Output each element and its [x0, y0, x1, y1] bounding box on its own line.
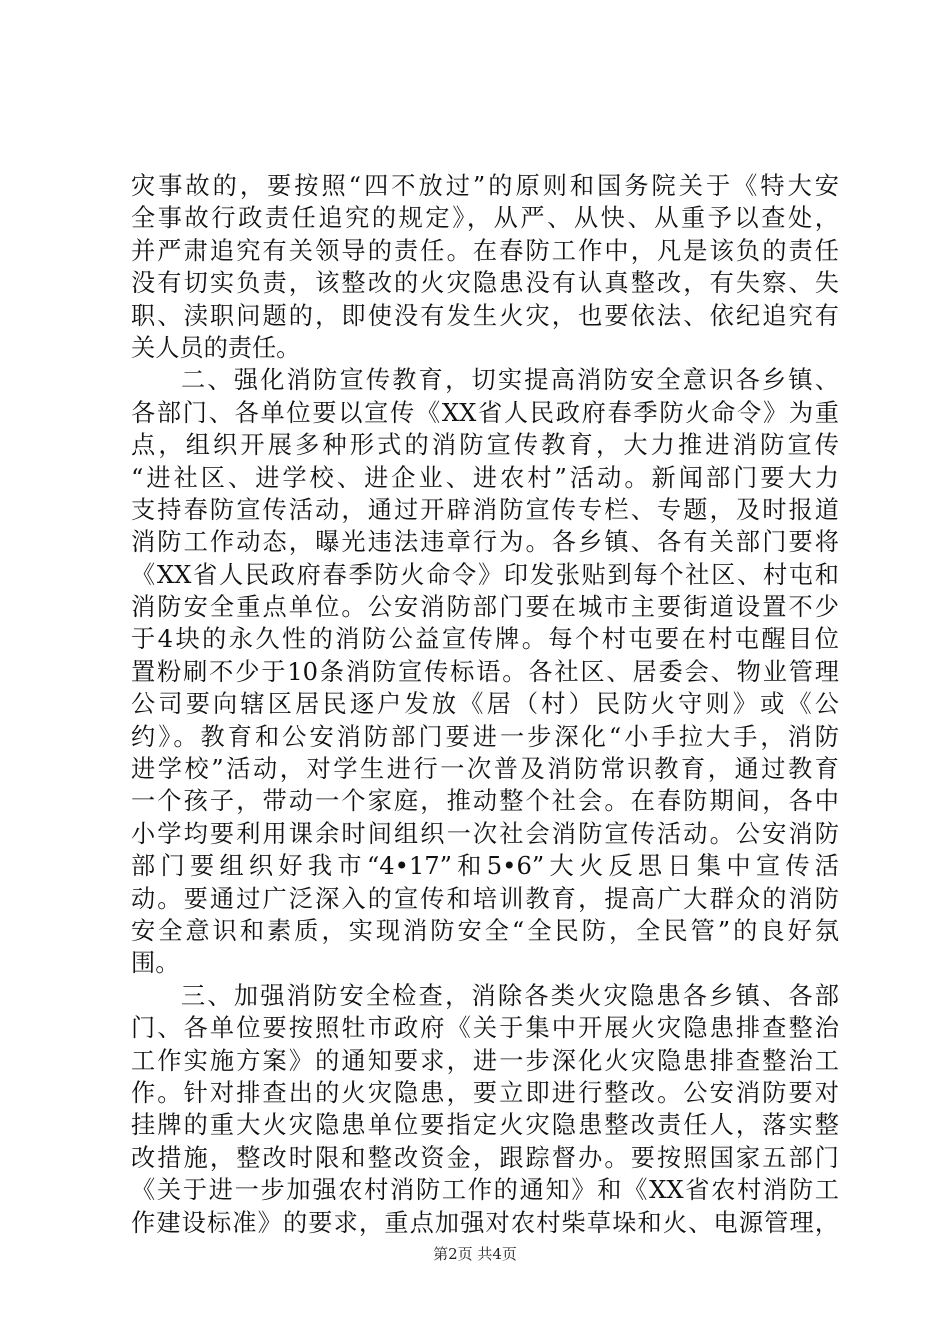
text-line: 进学校”活动，对学生进行一次普及消防常识教育，通过教育 [131, 755, 839, 784]
text-line: 安全意识和素质，实现消防安全“全民防，全民管”的良好氛 [131, 916, 839, 945]
page-footer [0, 1244, 950, 1264]
text-line: 没有切实负责，该整改的火灾隐患没有认真整改，有失察、失 [131, 269, 839, 298]
document-body [131, 170, 839, 1239]
text-line: 全事故行政责任追究的规定》，从严、从快、从重予以查处， [131, 204, 839, 233]
text-line: 三、加强消防安全检查，消除各类火灾隐患各乡镇、各部 [181, 981, 839, 1010]
text-line: 门、各单位要按照牡市政府《关于集中开展火灾隐患排查整治 [131, 1014, 839, 1043]
page-number-label: 第2页 共4页 [433, 1245, 517, 1263]
text-line: 职、渎职问题的，即使没有发生火灾，也要依法、依纪追究有 [131, 301, 839, 330]
text-line: 《关于进一步加强农村消防工作的通知》和《XX省农村消防工 [131, 1176, 839, 1205]
text-line: 改措施，整改时限和整改资金，跟踪督办。要按照国家五部门 [131, 1143, 839, 1172]
text-line: 小学均要利用课余时间组织一次社会消防宣传活动。公安消防 [131, 819, 839, 848]
text-line: 置粉刷不少于10条消防宣传标语。各社区、居委会、物业管理 [131, 657, 839, 686]
text-line: 作建设标准》的要求，重点加强对农村柴草垛和火、电源管理， [131, 1208, 839, 1237]
text-line: 各部门、各单位要以宣传《XX省人民政府春季防火命令》为重 [131, 398, 839, 427]
text-line: 工作实施方案》的通知要求，进一步深化火灾隐患排查整治工 [131, 1046, 839, 1075]
text-line: 消防工作动态，曝光违法违章行为。各乡镇、各有关部门要将 [131, 528, 839, 557]
text-line: 灾事故的，要按照“四不放过”的原则和国务院关于《特大安 [131, 172, 839, 200]
text-line: 消防安全重点单位。公安消防部门要在城市主要街道设置不少 [131, 593, 839, 622]
text-line: 并严肃追究有关领导的责任。在春防工作中，凡是该负的责任 [131, 236, 839, 265]
text-line: 公司要向辖区居民逐户发放《居（村）民防火守则》或《公 [131, 690, 839, 719]
text-line: 约》。教育和公安消防部门要进一步深化“小手拉大手，消防 [131, 722, 839, 751]
text-line: 支持春防宣传活动，通过开辟消防宣传专栏、专题，及时报道 [131, 495, 839, 524]
text-line: 关人员的责任。 [131, 333, 301, 362]
text-line: 二、强化消防宣传教育，切实提高消防安全意识各乡镇、 [181, 366, 839, 395]
text-line: “进社区、进学校、进企业、进农村”活动。新闻部门要大力 [131, 463, 839, 492]
text-line: 部门要组织好我市“4•17”和5•6”大火反思日集中宣传活 [131, 852, 839, 881]
text-line: 点，组织开展多种形式的消防宣传教育，大力推进消防宣传 [131, 431, 839, 460]
text-line: 挂牌的重大火灾隐患单位要指定火灾隐患整改责任人，落实整 [131, 1111, 839, 1140]
text-line: 一个孩子，带动一个家庭，推动整个社会。在春防期间，各中 [131, 787, 839, 816]
text-line: 动。要通过广泛深入的宣传和培训教育，提高广大群众的消防 [131, 884, 839, 913]
text-line: 《XX省人民政府春季防火命令》印发张贴到每个社区、村屯和 [131, 560, 839, 589]
text-line: 于4块的永久性的消防公益宣传牌。每个村屯要在村屯醒目位 [131, 625, 839, 654]
text-line: 作。针对排查出的火灾隐患，要立即进行整改。公安消防要对 [131, 1078, 839, 1107]
text-line: 围。 [131, 949, 180, 978]
